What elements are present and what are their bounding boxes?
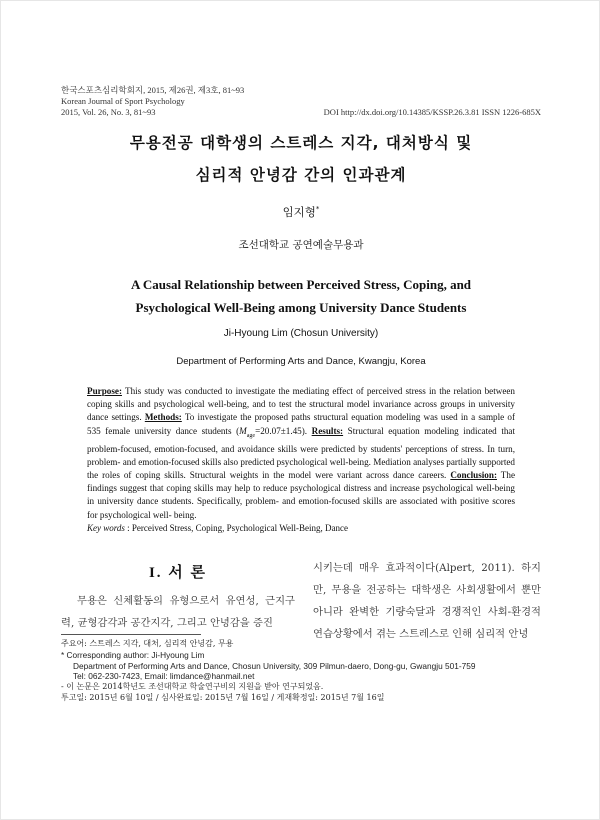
abstract xyxy=(87,385,515,522)
footnotes xyxy=(61,639,541,704)
keywords xyxy=(87,523,515,533)
footnote-funding: - 이 논문은 2014학년도 조선대학교 학술연구비의 지원을 받아 연구되었음. xyxy=(61,682,324,692)
author-ko-mark: * xyxy=(315,205,320,214)
title-ko-line2: 심리적 안녕감 간의 인과관계 xyxy=(195,166,407,184)
purpose-text: This study was conducted to investigate the mediating effect of perceived stress in the relation between coping skills and psychological well-being, and to test the structural model invariance across groups in university dance settings. xyxy=(87,386,515,423)
journal-header xyxy=(61,85,541,118)
conclusion-label: Conclusion: xyxy=(450,470,497,481)
footnote-contact: Tel: 062-230-7423, Email: limdance@hanmail.net xyxy=(73,671,255,682)
keywords-label: Key words xyxy=(87,523,125,533)
conclusion-text: The findings suggest that coping skills may help to reduce psychological distress and increase psychological well-being in university dance students. Specifically, problem- and emotion-focused skills are associated with positive scores for psychological well- being. xyxy=(87,470,515,520)
methods-text-a: To investigate the proposed paths structural equation modeling was used in a sample of 535 female university dance students ( xyxy=(87,412,515,436)
footnote-divider xyxy=(61,634,201,635)
title-en-line2: Psychological Well-Being among University Dance Students xyxy=(135,300,467,315)
doi-issn: DOI http://dx.doi.org/10.14385/KSSP.26.3.81 ISSN 1226-685X xyxy=(323,107,541,117)
methods-text-b: =20.07±1.45). xyxy=(255,425,312,436)
author-en: Ji-Hyoung Lim (Chosun University) xyxy=(223,328,379,339)
title-en-line1: A Causal Relationship between Perceived Stress, Coping, and xyxy=(130,277,472,292)
methods-mean-sub: age xyxy=(246,432,256,439)
footnote-department: Department of Performing Arts and Dance, Chosun University, 309 Pilmun-daero, Dong-gu, Gwangju 501-759 xyxy=(73,660,476,671)
author-ko xyxy=(1,204,600,220)
footnote-dates: 투고일: 2015년 6월 10일 / 심사완료일: 2015년 7월 16일 / 게재확정일: 2015년 7월 16일 xyxy=(61,692,385,702)
section-heading: I. 서 론 xyxy=(148,565,208,581)
results-label: Results: xyxy=(311,425,344,436)
journal-volume: 2015, Vol. 26, No. 3, 81~93 xyxy=(61,107,156,117)
purpose-label: Purpose: xyxy=(87,386,122,396)
journal-name-ko: 한국스포츠심리학회지, 2015, 제26권, 제3호, 81~93 xyxy=(61,85,245,95)
results-text: Structural equation modeling indicated that problem-focused, emotion-focused, and avoidance skills were predicted by students' perceptions of stress. In turn, problem- and emotion-focused skills also predicted psychological well-being. Mediation analyses partially supported the roles of coping skills. Structural weights in the model were variant across dance careers. xyxy=(87,425,516,481)
author-ko-name: 임지형 xyxy=(282,205,316,219)
title-ko-line1: 무용전공 대학생의 스트레스 지각, 대처방식 및 xyxy=(129,134,473,152)
methods-mean-symbol: M xyxy=(239,425,247,436)
journal-name-en: Korean Journal of Sport Psychology xyxy=(61,96,185,106)
body-column-left: 무용은 신체활동의 유형으로서 유연성, 근지구력, 균형감각과 공간지각, 그리고 안녕감을 증진 xyxy=(61,595,295,629)
keywords-text: : Perceived Stress, Coping, Psychological Well-Being, Dance xyxy=(124,523,348,533)
affiliation-en: Department of Performing Arts and Dance, Kwangju, Korea xyxy=(176,356,426,367)
affiliation-ko: 조선대학교 공연예술무용과 xyxy=(238,239,364,251)
body-column-right: 시키는데 매우 효과적이다(Alpert, 2011). 하지만, 무용을 전공하는 대학생은 사회생활에서 뿐만 아니라 완벽한 기량숙달과 경쟁적인 사회-환경적 연습상황에서 겪는 스트레스로 인해 심리적 안녕 xyxy=(313,562,541,640)
footnote-keywords-ko: 주요어: 스트레스 지각, 대처, 심리적 안녕감, 무용 xyxy=(61,639,234,648)
footnote-corresponding: * Corresponding author: Ji-Hyoung Lim xyxy=(61,649,205,660)
methods-label: Methods: xyxy=(144,412,182,423)
